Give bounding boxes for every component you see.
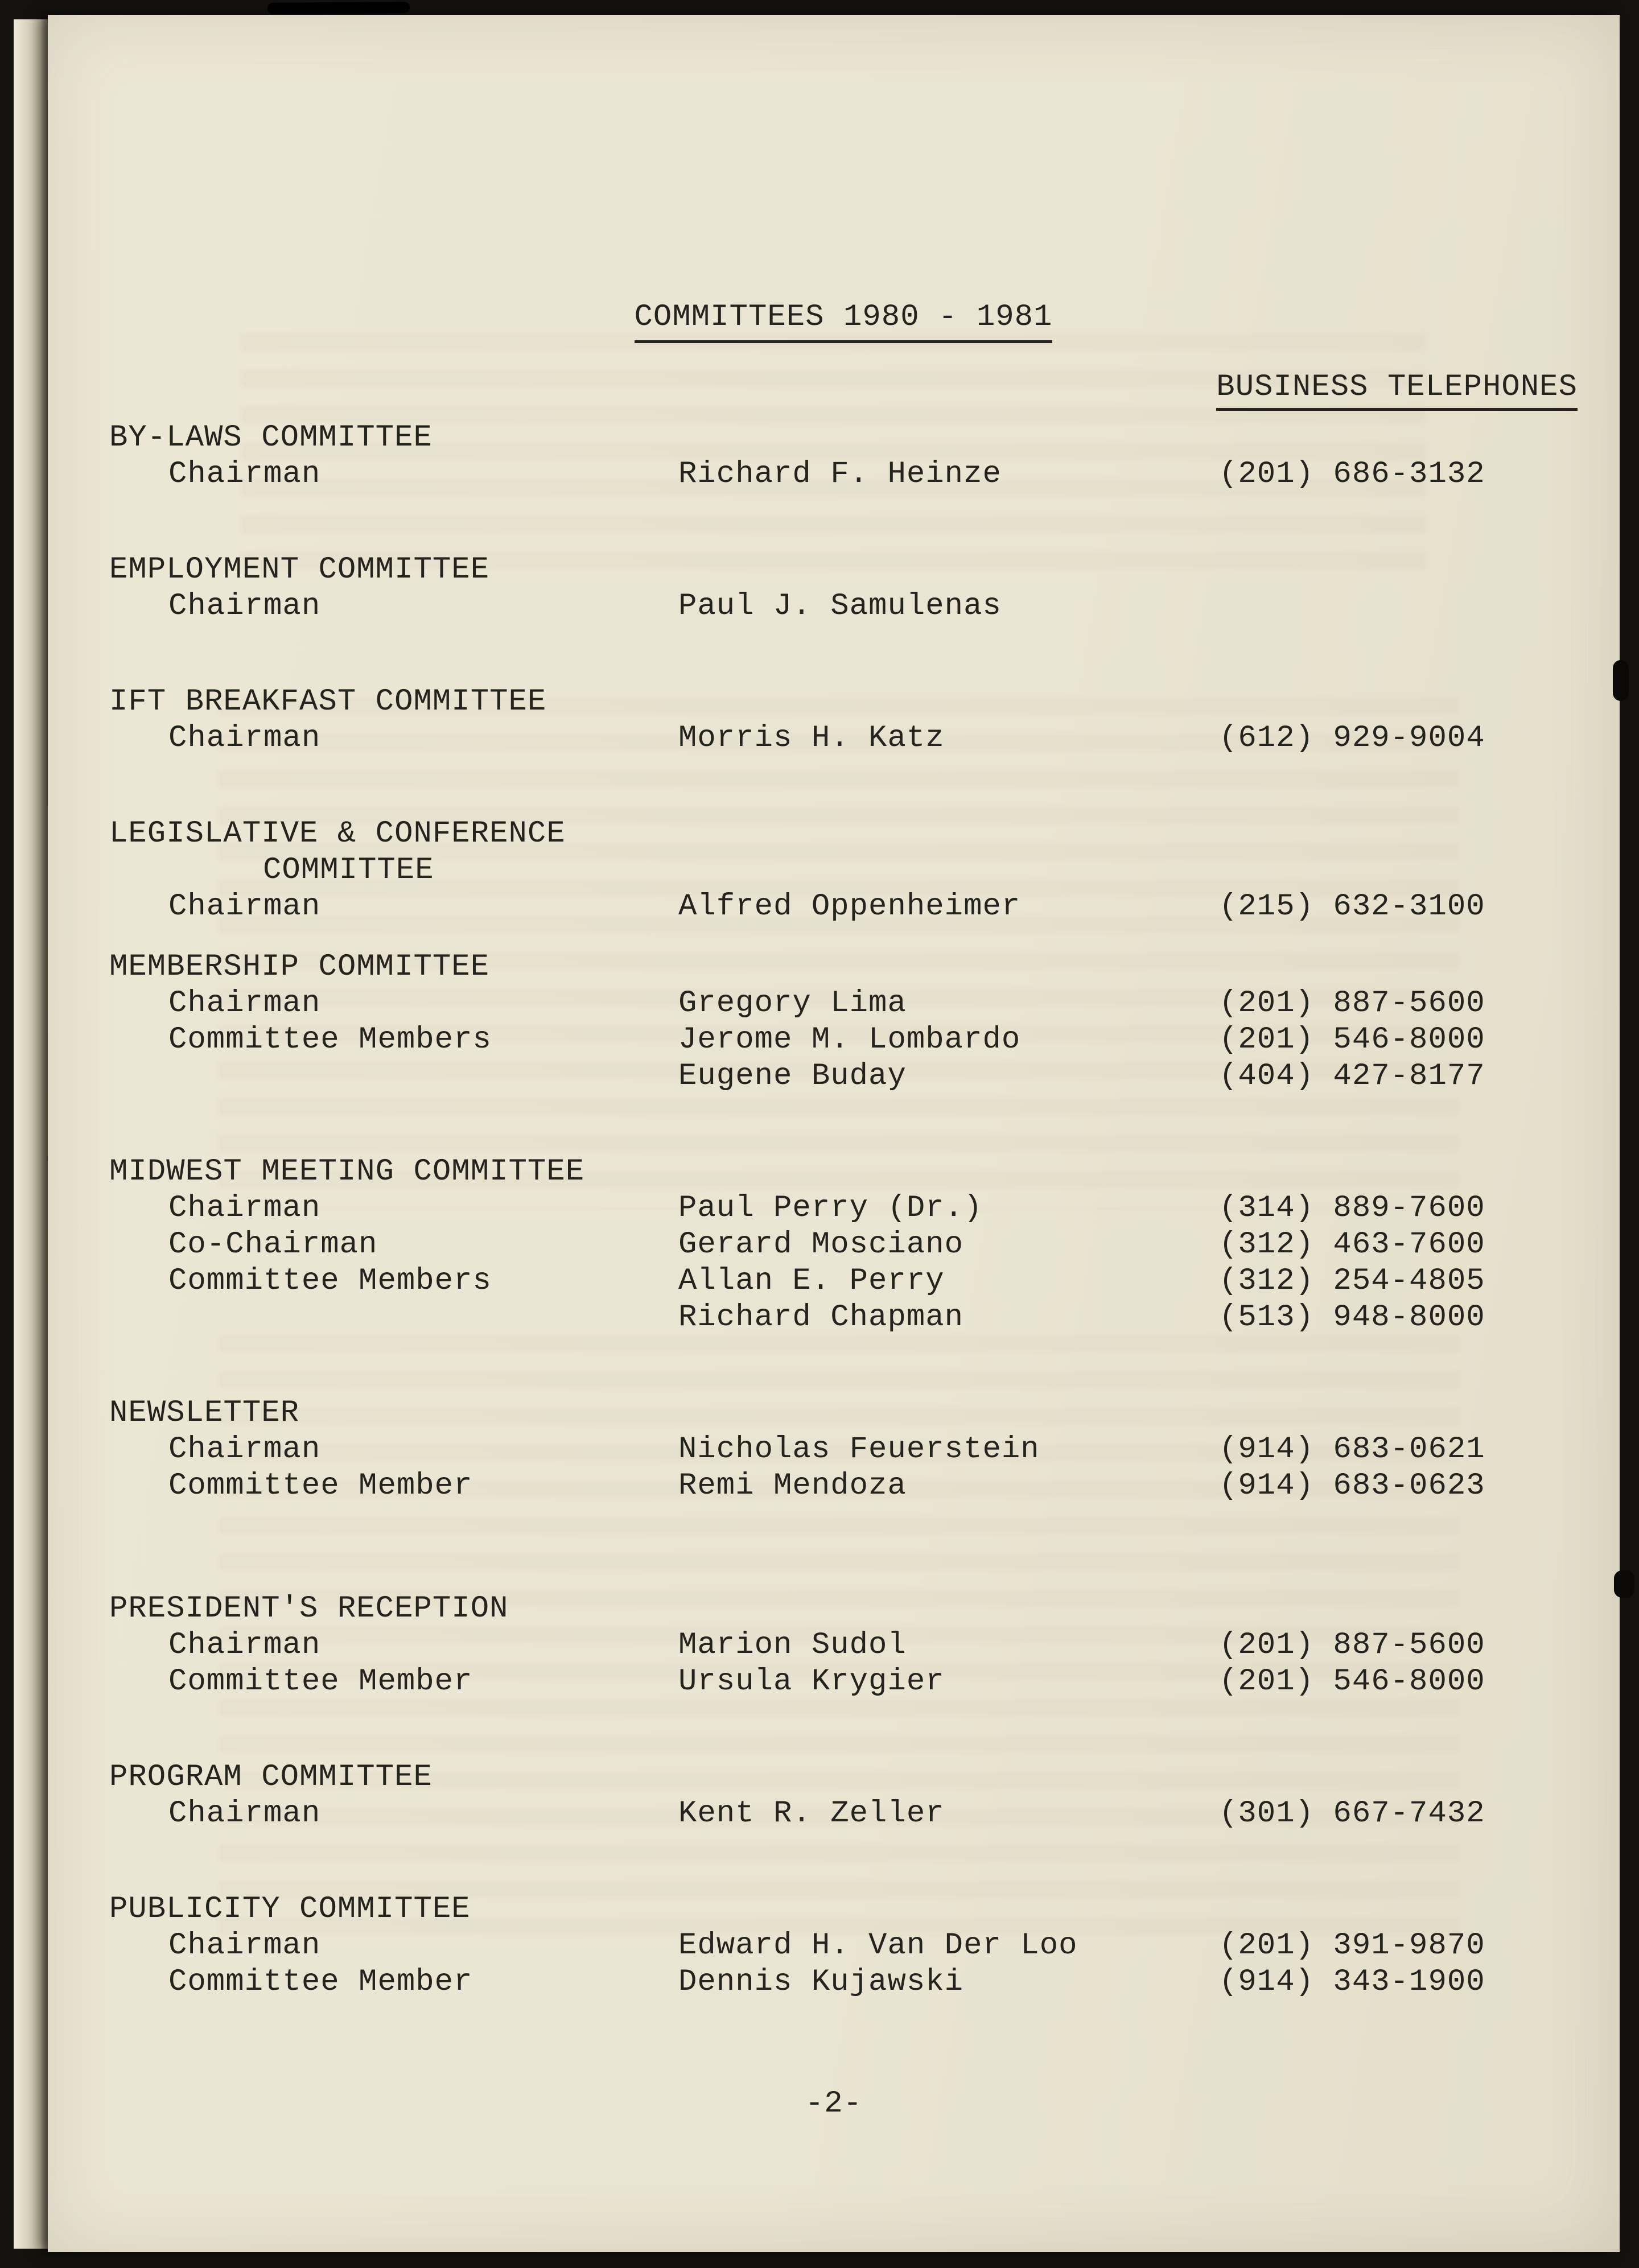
committee-name-line: MIDWEST MEETING COMMITTEE	[109, 1154, 585, 1189]
document-page	[48, 15, 1620, 2252]
role-label: Committee Member	[168, 1965, 473, 1999]
person-name: Morris H. Katz	[678, 721, 945, 756]
committee-name-line: COMMITTEE	[263, 853, 434, 888]
phone-number: (312) 463-7600	[1219, 1227, 1485, 1262]
phone-number: (914) 343-1900	[1219, 1965, 1485, 1999]
role-label: Chairman	[168, 889, 321, 924]
committee-section	[109, 816, 1578, 925]
committee-name-line: BY-LAWS COMMITTEE	[109, 420, 433, 455]
committee-section	[109, 1891, 1578, 2001]
committee-section	[109, 552, 1578, 625]
committee-rows	[109, 1627, 1578, 1700]
person-name: Jerome M. Lombardo	[678, 1022, 1021, 1057]
committee-row	[109, 1964, 1578, 2001]
committee-name	[109, 1759, 1578, 1796]
committee-name-line: IFT BREAKFAST COMMITTEE	[109, 684, 547, 719]
committee-name-line: PUBLICITY COMMITTEE	[109, 1892, 471, 1927]
phone-number: (513) 948-8000	[1219, 1300, 1485, 1335]
role-label: Committee Member	[168, 1469, 473, 1503]
role-label: Chairman	[168, 1191, 321, 1226]
committee-name	[109, 1395, 1578, 1432]
committee-row	[109, 588, 1578, 625]
committee-section	[109, 1591, 1578, 1700]
committee-name-line: PRESIDENT'S RECEPTION	[109, 1591, 509, 1626]
person-name: Nicholas Feuerstein	[678, 1432, 1040, 1467]
committee-rows	[109, 1928, 1578, 2001]
committee-section	[109, 1395, 1578, 1504]
committee-rows	[109, 456, 1578, 493]
committee-row	[109, 1022, 1578, 1058]
phone-number: (201) 686-3132	[1219, 457, 1485, 492]
committee-row	[109, 720, 1578, 757]
committee-name	[109, 1154, 1578, 1190]
phone-number: (215) 632-3100	[1219, 889, 1485, 924]
committee-name	[109, 949, 1578, 985]
committee-row	[109, 1190, 1578, 1227]
role-label: Committee Members	[168, 1264, 492, 1298]
person-name: Paul J. Samulenas	[678, 589, 1002, 624]
committee-row	[109, 1263, 1578, 1300]
scan-artifact	[267, 2, 410, 14]
committee-row	[109, 1058, 1578, 1095]
committee-row	[109, 1796, 1578, 1832]
role-label	[109, 1300, 678, 1336]
scan-artifact	[1614, 1570, 1634, 1598]
phone-number: (612) 929-9004	[1219, 721, 1485, 756]
phone-number: (201) 887-5600	[1219, 1628, 1485, 1663]
person-name: Alfred Oppenheimer	[678, 889, 1021, 924]
committee-name	[109, 684, 1578, 720]
page-content	[48, 15, 1620, 2252]
committee-name	[109, 552, 1578, 588]
person-name: Allan E. Perry	[678, 1264, 945, 1298]
committee-list	[109, 420, 1578, 2001]
role-label: Chairman	[168, 986, 321, 1021]
committee-rows	[109, 588, 1578, 625]
person-name: Marion Sudol	[678, 1628, 907, 1663]
phone-number: (914) 683-0623	[1219, 1469, 1485, 1503]
person-name: Remi Mendoza	[678, 1469, 907, 1503]
phone-number: (404) 427-8177	[1219, 1059, 1485, 1094]
role-label: Chairman	[168, 1928, 321, 1963]
person-name: Ursula Krygier	[678, 1664, 945, 1699]
committee-row	[109, 1300, 1578, 1336]
person-name: Edward H. Van Der Loo	[678, 1928, 1078, 1963]
phone-number: (914) 683-0621	[1219, 1432, 1485, 1467]
role-label: Committee Member	[168, 1664, 473, 1699]
committee-name	[109, 420, 1578, 456]
committee-rows	[109, 1796, 1578, 1832]
role-label: Chairman	[168, 1796, 321, 1831]
phone-number: (314) 889-7600	[1219, 1191, 1485, 1226]
committee-row	[109, 889, 1578, 925]
committee-row	[109, 1664, 1578, 1700]
committee-row	[109, 456, 1578, 493]
title-row	[109, 299, 1578, 343]
page-title: COMMITTEES 1980 - 1981	[635, 299, 1053, 343]
phone-number: (312) 254-4805	[1219, 1264, 1485, 1298]
person-name: Eugene Buday	[678, 1059, 907, 1094]
committee-row	[109, 1227, 1578, 1263]
adjacent-page-edge	[14, 19, 48, 2249]
committee-section	[109, 949, 1578, 1095]
committee-name-line: PROGRAM COMMITTEE	[109, 1760, 433, 1795]
committee-name-line: NEWSLETTER	[109, 1396, 300, 1430]
person-name: Dennis Kujawski	[678, 1965, 964, 1999]
committee-section	[109, 420, 1578, 493]
column-header-row	[109, 369, 1578, 411]
person-name: Paul Perry (Dr.)	[678, 1191, 983, 1226]
committee-row	[109, 1928, 1578, 1964]
committee-section	[109, 1154, 1578, 1336]
committee-name	[109, 1891, 1578, 1928]
phone-number: (301) 667-7432	[1219, 1796, 1485, 1831]
committee-name	[109, 1591, 1578, 1627]
page-number: -2-	[805, 2086, 863, 2121]
scan-artifact	[1613, 660, 1629, 701]
committee-section	[109, 1759, 1578, 1832]
person-name: Richard Chapman	[678, 1300, 964, 1335]
committee-rows	[109, 1432, 1578, 1504]
committee-row	[109, 1468, 1578, 1504]
business-telephones-header: BUSINESS TELEPHONES	[1216, 369, 1578, 411]
committee-section	[109, 684, 1578, 757]
role-label	[109, 1058, 678, 1095]
phone-number: (201) 546-8000	[1219, 1022, 1485, 1057]
phone-number: (201) 546-8000	[1219, 1664, 1485, 1699]
person-name: Kent R. Zeller	[678, 1796, 945, 1831]
role-label: Chairman	[168, 457, 321, 492]
role-label: Chairman	[168, 1628, 321, 1663]
committee-row	[109, 1432, 1578, 1468]
role-label: Chairman	[168, 721, 321, 756]
committee-name	[109, 816, 1578, 889]
committee-name-line: EMPLOYMENT COMMITTEE	[109, 552, 490, 587]
committee-rows	[109, 1190, 1578, 1336]
role-label: Chairman	[168, 1432, 321, 1467]
role-label: Chairman	[168, 589, 321, 624]
committee-row	[109, 1627, 1578, 1664]
role-label: Co-Chairman	[168, 1227, 378, 1262]
committee-name-line: LEGISLATIVE & CONFERENCE	[109, 817, 566, 851]
person-name: Gregory Lima	[678, 986, 907, 1021]
person-name: Richard F. Heinze	[678, 457, 1002, 492]
committee-rows	[109, 720, 1578, 757]
committee-row	[109, 985, 1578, 1022]
committee-name-line: MEMBERSHIP COMMITTEE	[109, 950, 490, 984]
role-label: Committee Members	[168, 1022, 492, 1057]
committee-rows	[109, 985, 1578, 1095]
person-name: Gerard Mosciano	[678, 1227, 964, 1262]
committee-rows	[109, 889, 1578, 925]
phone-number	[1219, 588, 1578, 625]
phone-number: (201) 391-9870	[1219, 1928, 1485, 1963]
phone-number: (201) 887-5600	[1219, 986, 1485, 1021]
